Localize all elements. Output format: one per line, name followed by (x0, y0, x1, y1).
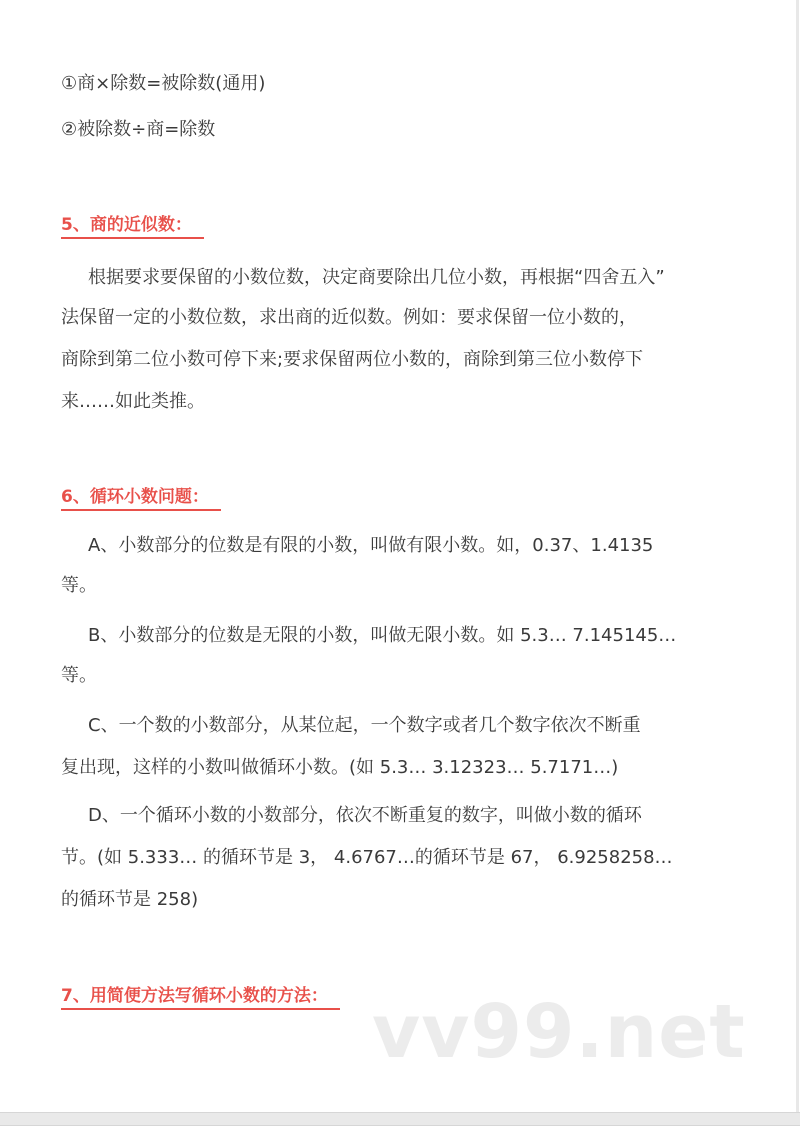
paragraph-line: 商除到第二位小数可停下来;要求保留两位小数的，商除到第三位小数停下 (61, 349, 644, 370)
paragraph-line: 根据要求要保留的小数位数，决定商要除出几位小数，再根据“四舍五入” (88, 267, 665, 288)
item-d-line: D、一个循环小数的小数部分，依次不断重复的数字，叫做小数的循环 (88, 805, 642, 826)
page-separator (0, 1112, 800, 1126)
item-c-line: 复出现，这样的小数叫做循环小数。(如 5.3… 3.12323… 5.7171…) (61, 757, 619, 778)
item-a-line: A、小数部分的位数是有限的小数，叫做有限小数。如，0.37、1.4135 (88, 535, 654, 556)
item-a-line: 等。 (61, 575, 97, 596)
formula-line-1: ①商×除数=被除数(通用) (61, 73, 266, 94)
page-right-edge (796, 0, 799, 1114)
item-d-line: 的循环节是 258) (61, 889, 199, 910)
section-heading-6: 6、循环小数问题： (61, 486, 221, 511)
item-b-line: 等。 (61, 665, 97, 686)
item-b-line: B、小数部分的位数是无限的小数，叫做无限小数。如 5.3… 7.145145… (88, 625, 677, 646)
section-heading-5: 5、商的近似数： (61, 214, 204, 239)
paragraph-line: 法保留一定的小数位数，求出商的近似数。例如：要求保留一位小数的， (61, 307, 637, 328)
section-heading-7: 7、用简便方法写循环小数的方法： (61, 985, 340, 1010)
item-d-line: 节。(如 5.333… 的循环节是 3， 4.6767…的循环节是 67， 6.9258258… (61, 847, 673, 868)
formula-line-2: ②被除数÷商=除数 (61, 119, 216, 140)
paragraph-line: 来……如此类推。 (61, 391, 205, 412)
item-c-line: C、一个数的小数部分，从某位起，一个数字或者几个数字依次不断重 (88, 715, 641, 736)
watermark-text: vv99.net (372, 989, 746, 1075)
